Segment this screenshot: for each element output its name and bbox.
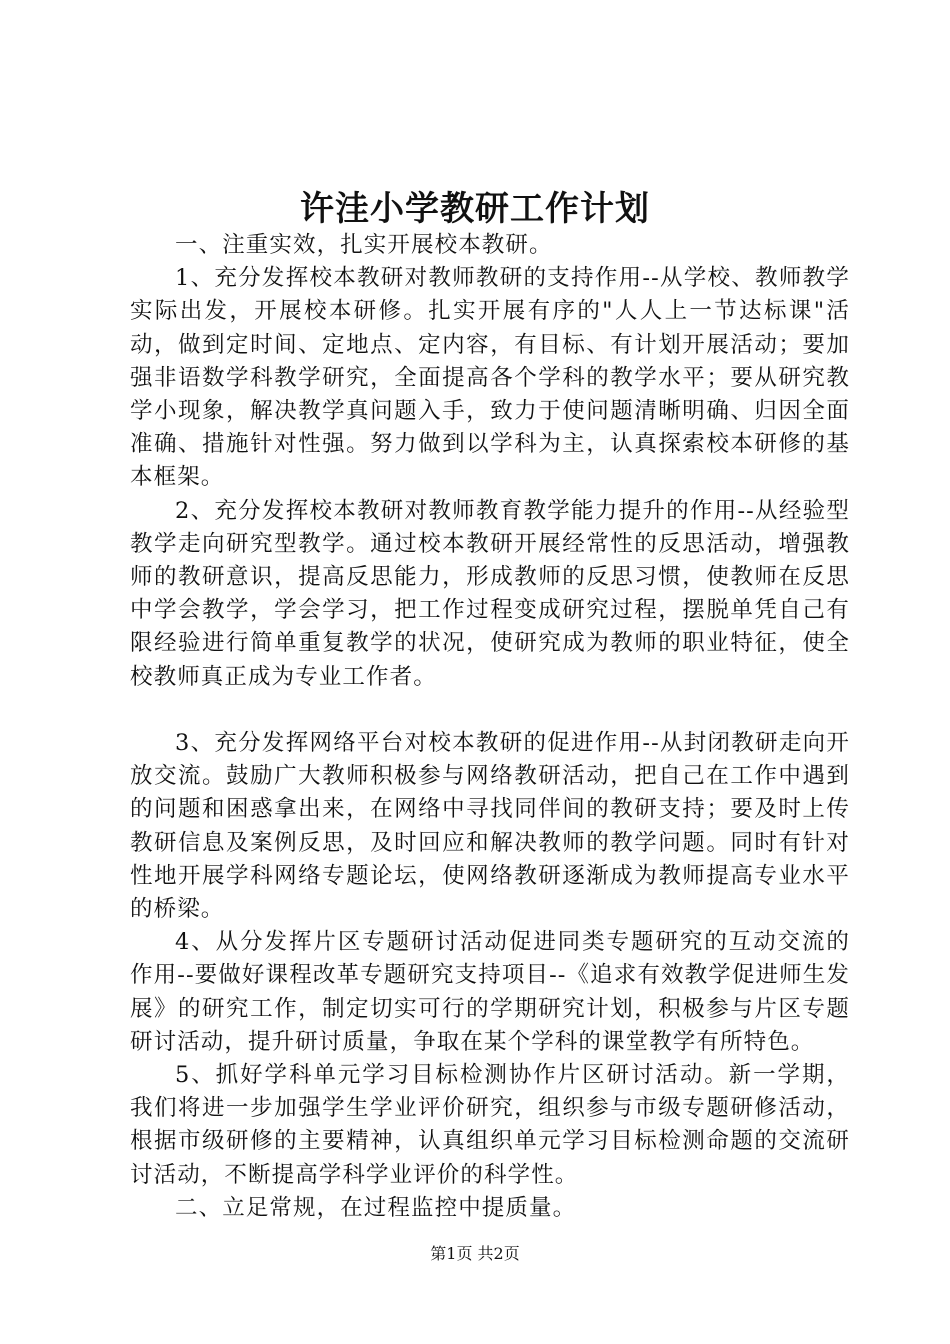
section-heading-1: 一、注重实效，扎实开展校本教研。 bbox=[175, 232, 553, 258]
section-heading-2: 二、立足常规，在过程监控中提质量。 bbox=[175, 1194, 577, 1221]
paragraph-item-2: 2、充分发挥校本教研对教师教育教学能力提升的作用--从经验型教学走向研究型教学。通过校本教研开展经常性的反思活动，增强教师的教研意识，提高反思能力，形成教师的反思习惯，使教师在反思中学会教学，学会学习，把工作过程变成研究过程，摆脱单凭自己有限经验进行简单重复教学的状况，使研究成为教师的职业特征，使全校教师真正成为专业工作者。 bbox=[130, 497, 850, 690]
paragraph-item-3: 3、充分发挥网络平台对校本教研的促进作用--从封闭教研走向开放交流。鼓励广大教师积极参与网络教研活动，把自己在工作中遇到的问题和困惑拿出来，在网络中寻找同伴间的教研支持；要及时上传教研信息及案例反思，及时回应和解决教师的教学问题。同时有针对性地开展学科网络专题论坛，使网络教研逐渐成为教师提高专业水平的桥梁。 bbox=[130, 730, 850, 923]
paragraph-item-4: 4、从分发挥片区专题研讨活动促进同类专题研究的互动交流的作用--要做好课程改革专题研究支持项目--《追求有效教学促进师生发展》的研究工作，制定切实可行的学期研究计划，积极参与片区专题研讨活动，提升研讨质量，争取在某个学科的课堂教学有所特色。 bbox=[130, 929, 850, 1055]
paragraph-item-5: 5、抓好学科单元学习目标检测协作片区研讨活动。新一学期，我们将进一步加强学生学业评价研究，组织参与市级专题研修活动，根据市级研修的主要精神，认真组织单元学习目标检测命题的交流研讨活动，不断提高学科学业评价的科学性。 bbox=[130, 1062, 850, 1188]
document-body bbox=[130, 229, 850, 1225]
paragraph-item-1: 1、充分发挥校本教研对教师教研的支持作用--从学校、教师教学实际出发，开展校本研修。扎实开展有序的"人人上一节达标课"活动，做到定时间、定地点、定内容，有目标、有计划开展活动；要加强非语数学科教学研究，全面提高各个学科的教学水平；要从研究教学小现象，解决教学真问题入手，致力于使问题清晰明确、归因全面准确、措施针对性强。努力做到以学科为主，认真探索校本研修的基本框架。 bbox=[130, 265, 850, 491]
document-title: 许洼小学教研工作计划 bbox=[300, 189, 650, 229]
page-footer: 第1页 共2页 bbox=[430, 1244, 520, 1263]
